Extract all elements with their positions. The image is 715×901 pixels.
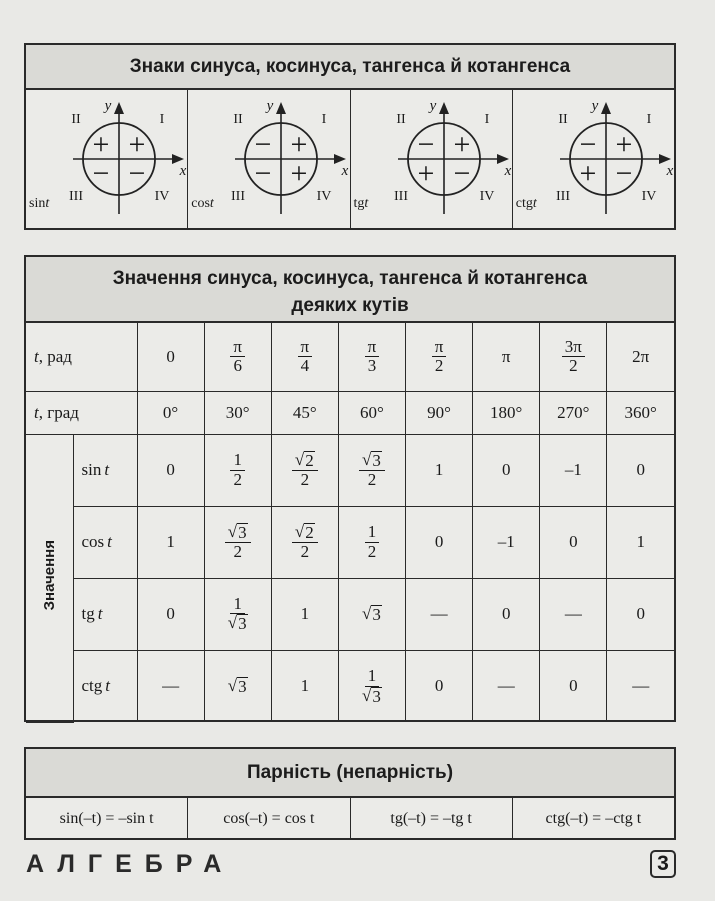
signs-section	[24, 43, 676, 230]
function-variable: t	[209, 196, 214, 211]
function-row-var: t	[105, 676, 111, 696]
parity-formula-tg: tg(–t) = –tg t	[351, 798, 513, 840]
value-cell	[607, 506, 674, 578]
function-row-label	[73, 578, 137, 650]
radian-4-den-text: 2	[434, 356, 444, 376]
cos-2-den-text: 2	[300, 541, 310, 561]
sin-6-text: –1	[564, 460, 582, 479]
parity-formulas-row	[26, 798, 674, 840]
value-cell	[338, 578, 405, 650]
sign-q1: +	[453, 128, 470, 161]
radians-row	[26, 323, 674, 391]
parity-formula-ctg: ctg(–t) = –ctg t	[545, 810, 642, 827]
degree-cell: 0°	[137, 391, 204, 434]
function-variable: t	[532, 196, 537, 211]
cos-2-num-text-radicand: 2	[305, 522, 314, 542]
radian-3-num-text: π	[367, 336, 377, 356]
x-axis-label: x	[666, 163, 674, 179]
y-arrow-icon	[114, 102, 124, 114]
tg-6-text: —	[564, 604, 582, 623]
function-label-sin	[29, 196, 49, 212]
radian-cell	[271, 323, 338, 391]
sin-1-numerator	[230, 451, 245, 471]
quadrant-label-IV: IV	[641, 189, 657, 204]
tg-7-text: 0	[636, 604, 645, 623]
sin-3-fraction	[359, 451, 385, 490]
quadrant-label-IV: IV	[316, 189, 332, 204]
cos-1-denominator	[230, 543, 245, 562]
radian-3-fraction	[365, 338, 380, 376]
radian-cell	[137, 323, 204, 391]
radian-5-text: π	[501, 346, 511, 366]
unit-circle-ctg	[513, 90, 675, 230]
sin-1-num-text: 1	[233, 449, 242, 469]
cos-6-text: 0	[569, 532, 578, 551]
sign-q2: +	[92, 128, 110, 161]
sign-diagram-ctg	[513, 90, 674, 230]
sin-3-num-text-radical-sign: √	[362, 449, 372, 469]
parity-formula-cos: cos(–t) = cos t	[188, 798, 350, 840]
tg-1-den-text	[228, 614, 248, 633]
quadrant-label-I: I	[484, 112, 489, 127]
sin-5-text: 0	[501, 460, 511, 479]
ctg-3-den-text-radical-sign: √	[362, 685, 372, 705]
value-cell	[338, 434, 405, 506]
cos-1-fraction	[225, 523, 251, 562]
ctg-3-denominator	[359, 687, 385, 706]
quadrant-label-I: I	[646, 112, 652, 127]
unit-circle-tg	[351, 90, 513, 230]
radian-3-den-text: 3	[367, 356, 377, 376]
sign-q4: +	[290, 157, 308, 190]
sin-7-text: 0	[636, 460, 645, 479]
values-group-cell	[26, 434, 73, 722]
y-axis-label: y	[266, 98, 274, 114]
cos-5-text: –1	[497, 532, 515, 551]
value-cell	[271, 650, 338, 722]
tg-4-text: —	[430, 604, 448, 623]
sign-q4: −	[615, 157, 633, 190]
sin-3-num-text-radicand: 3	[372, 450, 381, 470]
cos-2-denominator	[298, 543, 313, 562]
radian-6-num-text: 3π	[564, 336, 582, 356]
sign-diagram-tg	[351, 90, 513, 230]
function-label-ctg	[516, 196, 537, 212]
value-cell	[271, 434, 338, 506]
sin-1-denominator	[230, 471, 245, 490]
value-cell	[204, 578, 271, 650]
value-cell	[607, 434, 674, 506]
sign-q3: +	[417, 157, 434, 190]
sin-2-num-text-radicand: 2	[305, 450, 314, 470]
tg-1-num-text: 1	[233, 593, 242, 613]
cos-1-num-text-radical-sign: √	[227, 521, 238, 541]
sin-3-denominator	[365, 471, 380, 490]
radian-1-fraction	[230, 338, 245, 376]
function-label-cos	[191, 196, 214, 212]
ctg-1-text	[228, 677, 248, 696]
sign-q3: −	[92, 157, 110, 190]
cos-3-fraction	[365, 523, 380, 561]
value-cell	[271, 506, 338, 578]
cos-2-num-text-radical-sign: √	[294, 521, 305, 541]
value-cell	[338, 650, 405, 722]
value-cell	[540, 506, 607, 578]
y-arrow-icon	[601, 102, 611, 114]
degree-cell: 30°	[204, 391, 271, 434]
value-cell	[607, 578, 674, 650]
tg-2-text: 1	[300, 604, 310, 623]
ctg-3-den-text	[362, 687, 382, 706]
function-variable: t	[364, 196, 369, 211]
radian-cell	[406, 323, 473, 391]
radian-3-numerator	[365, 338, 380, 358]
radian-1-numerator	[230, 338, 245, 358]
sign-q4: −	[453, 157, 470, 190]
function-row-cos	[26, 506, 674, 578]
sin-3-den-text: 2	[367, 469, 377, 489]
sin-2-num-text-radical-sign: √	[294, 449, 305, 469]
value-cell	[473, 434, 540, 506]
function-row-label	[73, 650, 137, 722]
y-axis-label: y	[591, 98, 599, 114]
ctg-2-text: 1	[300, 676, 310, 696]
parity-title: Парність (непарність)	[26, 749, 674, 798]
value-cell	[406, 506, 473, 578]
radian-2-den-text: 4	[300, 356, 310, 376]
cos-4-text: 0	[434, 532, 444, 551]
radians-row-label	[26, 323, 137, 391]
function-row-label	[73, 434, 137, 506]
value-cell	[607, 650, 674, 722]
radian-6-fraction	[562, 338, 585, 376]
sin-2-numerator	[292, 451, 318, 471]
value-cell	[137, 506, 204, 578]
cos-3-den-text: 2	[367, 541, 377, 561]
radian-7-text: 2π	[632, 346, 650, 366]
sin-3-num-text	[362, 451, 382, 470]
sign-diagram-sin	[26, 90, 188, 230]
ctg-4-text: 0	[434, 676, 444, 696]
sin-1-den-text: 2	[233, 469, 242, 489]
radian-2-denominator	[298, 357, 313, 376]
sign-q2: −	[254, 128, 272, 161]
ctg-1-text-radical-sign: √	[227, 676, 238, 696]
parity-section	[24, 747, 676, 840]
quadrant-label-II: II	[558, 112, 568, 127]
radian-cell	[204, 323, 271, 391]
tg-3-text-radical-sign: √	[362, 604, 372, 623]
function-row-var: t	[104, 460, 110, 479]
values-group-label: Значення	[40, 540, 58, 611]
sin-2-den-text: 2	[300, 469, 310, 489]
function-row-name: tg	[81, 604, 95, 623]
function-name: sin	[29, 196, 46, 211]
quadrant-label-I: I	[159, 112, 165, 127]
function-row-name: sin	[81, 460, 102, 479]
radian-4-num-text: π	[434, 336, 444, 356]
radians-label-var: t	[34, 346, 39, 366]
sign-q2: −	[417, 128, 434, 161]
value-cell	[338, 506, 405, 578]
y-arrow-icon	[276, 102, 286, 114]
sign-q2: −	[579, 128, 597, 161]
cos-3-num-text: 1	[367, 521, 377, 541]
cos-7-text: 1	[636, 532, 645, 551]
value-cell	[473, 578, 540, 650]
radian-1-den-text: 6	[233, 356, 242, 376]
ctg-6-text: 0	[569, 676, 578, 696]
x-axis-label: x	[341, 163, 349, 179]
degrees-row	[26, 391, 674, 434]
ctg-3-den-text-radicand: 3	[372, 686, 381, 706]
radian-cell	[338, 323, 405, 391]
radian-2-num-text: π	[300, 336, 310, 356]
degree-cell: 270°	[540, 391, 607, 434]
degrees-label-var: t	[34, 402, 39, 422]
tg-3-text-radicand: 3	[372, 605, 381, 624]
radian-0-text: 0	[166, 346, 175, 366]
value-cell	[204, 434, 271, 506]
value-cell	[406, 578, 473, 650]
function-name: ctg	[515, 196, 533, 211]
sign-q3: +	[579, 157, 597, 190]
function-name: tg	[353, 196, 365, 211]
degree-cell: 90°	[406, 391, 473, 434]
cos-1-numerator	[225, 523, 251, 543]
value-cell	[406, 650, 473, 722]
ctg-3-num-text: 1	[367, 665, 377, 685]
value-cell	[137, 578, 204, 650]
y-arrow-icon	[439, 102, 449, 114]
radian-4-fraction	[432, 338, 447, 376]
quadrant-label-II: II	[71, 112, 81, 127]
x-axis-label: x	[504, 163, 511, 179]
cos-1-num-text-radicand: 3	[238, 522, 247, 542]
quadrant-label-I: I	[321, 112, 327, 127]
sign-q1: +	[290, 128, 308, 161]
ctg-7-text: —	[632, 676, 650, 696]
value-cell	[540, 434, 607, 506]
ctg-3-numerator	[365, 667, 380, 687]
radian-4-denominator	[432, 357, 447, 376]
values-table	[26, 323, 674, 723]
ctg-0-text: —	[162, 676, 180, 696]
degrees-label-unit: , град	[38, 402, 79, 422]
value-cell	[204, 506, 271, 578]
sign-diagram-cos	[188, 90, 350, 230]
function-row-ctg	[26, 650, 674, 722]
cos-1-den-text: 2	[233, 541, 242, 561]
values-title	[26, 257, 674, 323]
quadrant-label-II: II	[395, 112, 406, 127]
tg-1-fraction	[225, 595, 251, 634]
values-section	[24, 255, 676, 722]
radian-1-num-text: π	[233, 336, 242, 356]
value-cell	[406, 434, 473, 506]
cos-2-num-text	[295, 523, 315, 542]
sign-diagrams-row	[26, 90, 674, 230]
sign-q4: −	[128, 157, 146, 190]
tg-1-den-text-radical-sign: √	[227, 613, 238, 633]
tg-1-den-text-radicand: 3	[238, 614, 247, 634]
radian-2-fraction	[298, 338, 313, 376]
cos-0-text: 1	[166, 532, 175, 551]
tg-5-text: 0	[501, 604, 511, 623]
page-number: 3	[650, 850, 676, 878]
parity-formula-sin: sin(–t) = –sin t	[26, 798, 188, 840]
tg-0-text: 0	[166, 604, 175, 623]
degree-cell: 45°	[271, 391, 338, 434]
function-name: cos	[191, 196, 210, 211]
ctg-3-fraction	[359, 667, 385, 706]
sign-q1: +	[615, 128, 633, 161]
value-cell	[137, 650, 204, 722]
radian-4-numerator	[432, 338, 447, 358]
tg-3-text	[362, 605, 382, 624]
sin-3-numerator	[359, 451, 385, 471]
function-label-tg	[354, 196, 369, 212]
unit-circle-sin	[26, 90, 188, 230]
quadrant-label-III: III	[231, 189, 246, 204]
degrees-row-label	[26, 391, 137, 434]
sin-2-denominator	[298, 471, 313, 490]
function-variable: t	[45, 196, 50, 211]
signs-title: Знаки синуса, косинуса, тангенса й котангенса	[26, 45, 674, 90]
quadrant-label-IV: IV	[479, 189, 494, 204]
quadrant-label-IV: IV	[154, 189, 170, 204]
sin-2-fraction	[292, 451, 318, 490]
sin-1-fraction	[230, 451, 245, 489]
sin-4-text: 1	[434, 460, 444, 479]
radians-label-unit: , рад	[38, 346, 72, 366]
quadrant-label-III: III	[69, 189, 83, 204]
radian-6-denominator	[566, 357, 581, 376]
ctg-1-text-radicand: 3	[238, 677, 247, 697]
y-axis-label: y	[429, 98, 436, 114]
radian-6-numerator	[562, 338, 585, 358]
y-axis-label: y	[104, 98, 112, 114]
sign-q3: −	[254, 157, 272, 190]
radian-3-denominator	[365, 357, 380, 376]
values-title-line2: деяких кутів	[291, 295, 409, 316]
quadrant-label-II: II	[233, 112, 243, 127]
value-cell	[271, 578, 338, 650]
value-cell	[473, 650, 540, 722]
sin-0-text: 0	[166, 460, 175, 479]
function-row-name: cos	[81, 532, 105, 551]
x-axis-label: x	[179, 163, 187, 179]
degree-cell: 360°	[607, 391, 674, 434]
ctg-5-text: —	[497, 676, 515, 696]
cos-3-denominator	[365, 543, 380, 562]
value-cell	[540, 578, 607, 650]
degree-cell: 60°	[338, 391, 405, 434]
radian-cell	[473, 323, 540, 391]
values-title-line1: Значення синуса, косинуса, тангенса й котангенса	[112, 268, 588, 289]
function-row-tg	[26, 578, 674, 650]
cos-2-numerator	[292, 523, 318, 543]
cos-2-fraction	[292, 523, 318, 562]
value-cell	[473, 506, 540, 578]
radian-cell	[540, 323, 607, 391]
sin-2-num-text	[295, 451, 315, 470]
value-cell	[540, 650, 607, 722]
degree-cell: 180°	[473, 391, 540, 434]
radian-1-denominator	[230, 357, 245, 376]
sign-q1: +	[128, 128, 146, 161]
radian-6-den-text: 2	[569, 356, 578, 376]
tg-1-denominator	[225, 614, 251, 633]
function-row-label	[73, 506, 137, 578]
footer-section-title: АЛГЕБРА	[26, 850, 235, 878]
function-row-var: t	[97, 604, 103, 623]
cos-3-numerator	[365, 523, 380, 543]
radian-2-numerator	[298, 338, 313, 358]
function-row-var: t	[107, 532, 112, 551]
quadrant-label-III: III	[555, 189, 570, 204]
value-cell	[137, 434, 204, 506]
function-row-sin	[26, 434, 674, 506]
cos-1-num-text	[228, 523, 248, 542]
function-row-name: ctg	[81, 676, 103, 696]
value-cell	[204, 650, 271, 722]
quadrant-label-III: III	[393, 189, 408, 204]
tg-1-numerator	[230, 595, 245, 615]
radian-cell	[607, 323, 674, 391]
